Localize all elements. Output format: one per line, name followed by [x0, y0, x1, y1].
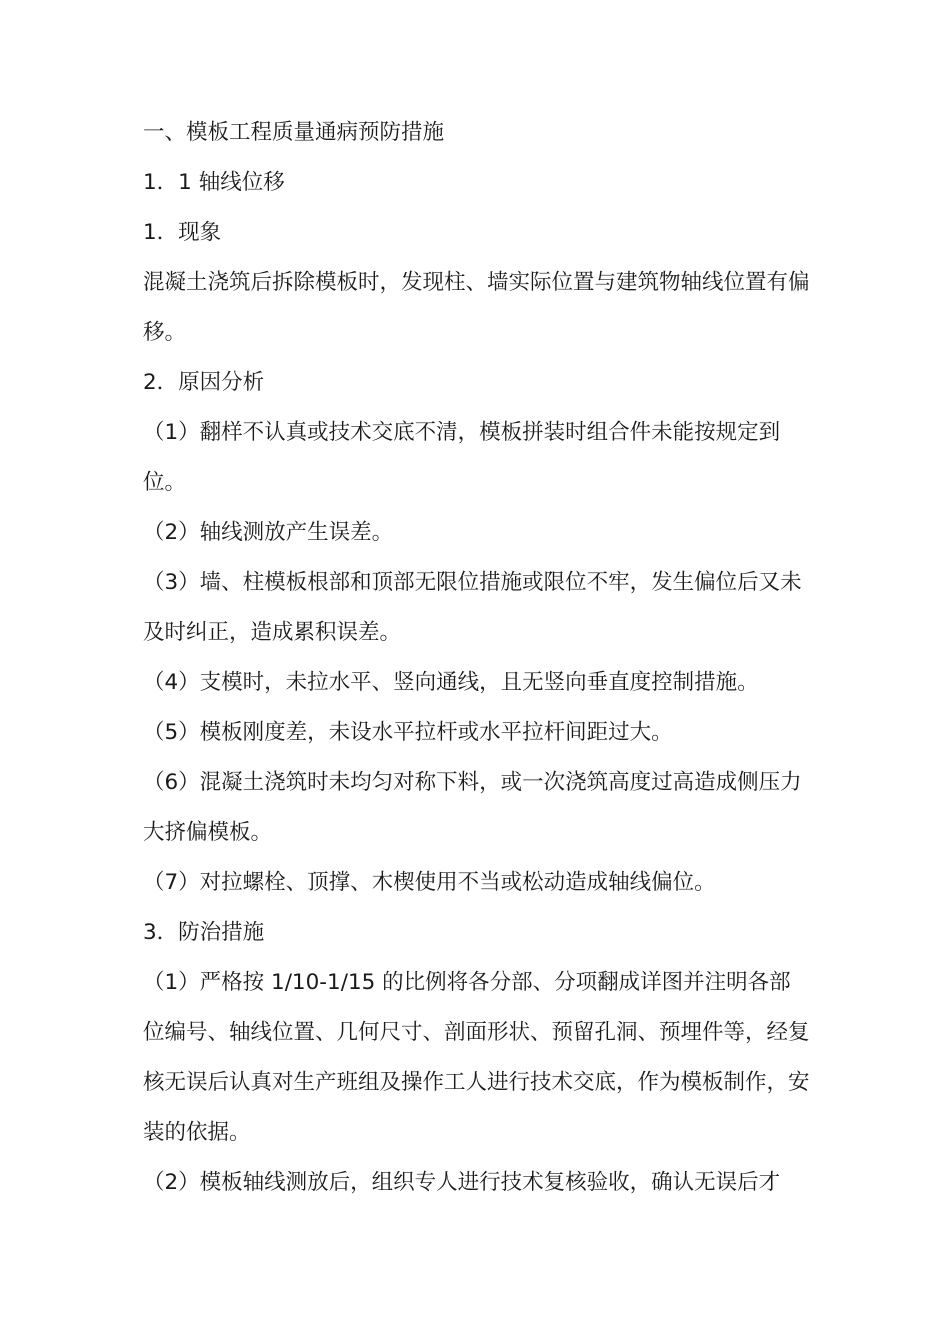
prevention-item-1: （1）严格按 1/10-1/15 的比例将各分部、分项翻成详图并注明各部位编号、轴线位置、几何尺寸、剖面形状、预留孔洞、预埋件等，经复核无误后认真对生产班组及操作工人进行技术交底，作为模板制作，安装的依据。	[143, 970, 810, 1145]
body-paragraph: 混凝土浇筑后拆除模板时，发现柱、墙实际位置与建筑物轴线位置有偏移。	[143, 270, 810, 345]
section-heading: 一、模板工程质量通病预防措施	[143, 120, 445, 145]
cause-item-5: （5）模板刚度差，未设水平拉杆或水平拉杆间距过大。	[143, 720, 673, 745]
item-heading-cause-analysis: 2．原因分析	[143, 370, 265, 395]
cause-item-7: （7）对拉螺栓、顶撑、木楔使用不当或松动造成轴线偏位。	[143, 870, 716, 895]
cause-item-1: （1）翻样不认真或技术交底不清，模板拼装时组合件未能按规定到位。	[143, 420, 781, 495]
cause-item-3: （3）墙、柱模板根部和顶部无限位措施或限位不牢，发生偏位后又未及时纠正，造成累积误差。	[143, 570, 802, 645]
item-heading-phenomenon: 1．现象	[143, 220, 222, 245]
subsection-heading: 1．1 轴线位移	[143, 170, 285, 195]
cause-item-2: （2）轴线测放产生误差。	[143, 520, 394, 545]
cause-item-4: （4）支模时，未拉水平、竖向通线，且无竖向垂直度控制措施。	[143, 670, 759, 695]
prevention-item-2: （2）模板轴线测放后，组织专人进行技术复核验收，确认无误后才	[143, 1170, 781, 1195]
document-body	[143, 108, 811, 1208]
cause-item-6: （6）混凝土浇筑时未均匀对称下料，或一次浇筑高度过高造成侧压力大挤偏模板。	[143, 770, 802, 845]
item-heading-prevention: 3．防治措施	[143, 920, 265, 945]
